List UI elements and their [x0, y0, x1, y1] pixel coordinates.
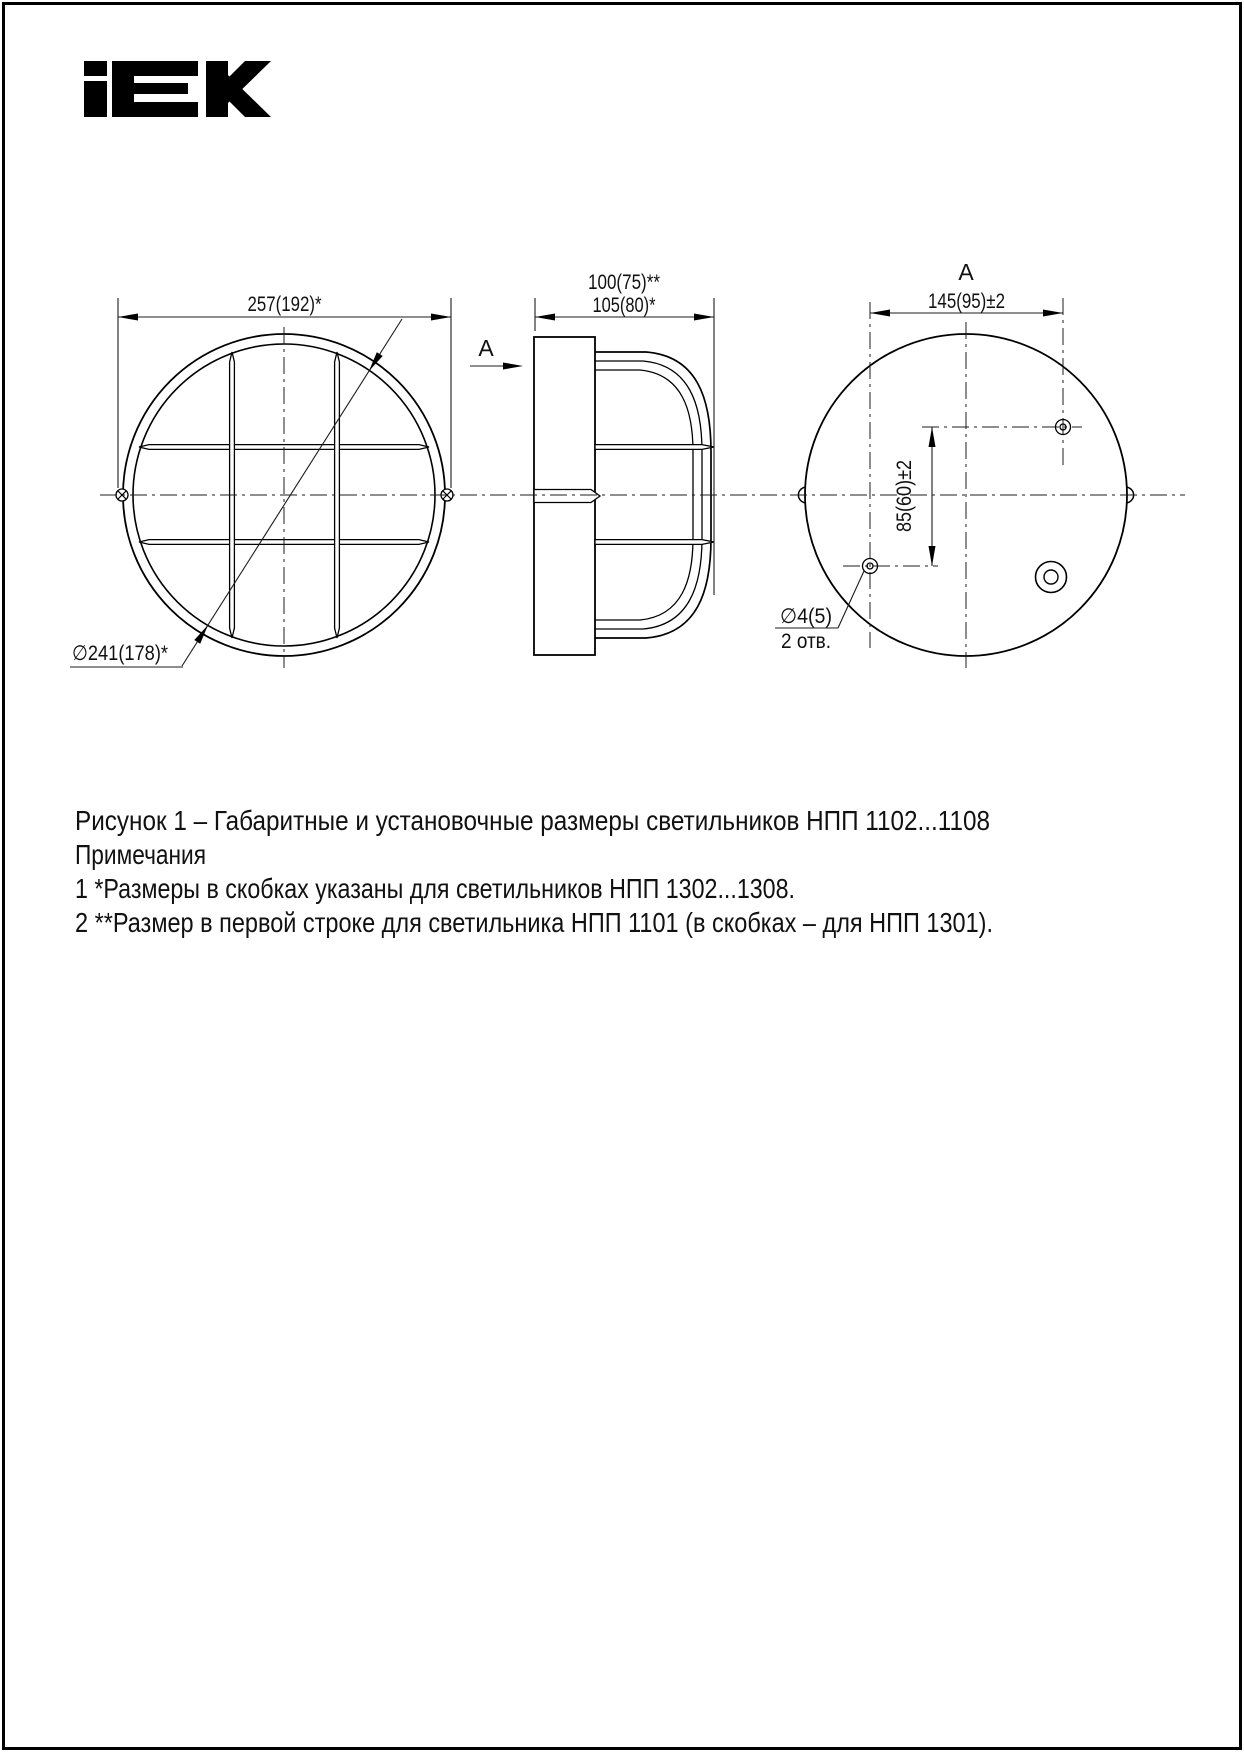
side-view: [534, 337, 714, 655]
side-depth-dim-label-1: 100(75)**: [588, 271, 660, 294]
arrow-rear-h-left: [870, 310, 890, 317]
logo-i-dot: [84, 61, 107, 76]
iek-logo: [84, 61, 271, 117]
front-diameter-label: ∅241(178)*: [72, 642, 168, 665]
rear-view-label: А: [958, 259, 974, 285]
logo-e-top: [112, 61, 198, 76]
arrow-front-right: [431, 314, 451, 321]
figure-caption: Рисунок 1 – Габаритные и установочные размеры светильников НПП 1102...1108: [75, 805, 990, 836]
rear-hole-leader: [838, 571, 864, 628]
side-rib-bottom: [595, 540, 714, 545]
rear-hole-spacing-v-label: 85(60)±2: [893, 448, 916, 532]
arrow-rear-v-top: [929, 427, 936, 447]
note-1: 1 *Размеры в скобках указаны для светильников НПП 1302...1308.: [75, 873, 795, 904]
arrow-side-left: [535, 314, 555, 321]
side-lug-edge: [534, 490, 600, 503]
rear-hole-spacing-h-label: 145(95)±2: [928, 290, 1005, 313]
front-rib-vertical-right: [335, 352, 340, 638]
side-depth-dim-label-2: 105(80)*: [592, 294, 656, 317]
logo-e-mid: [112, 83, 188, 94]
rear-hole-diameter-label: ∅4(5): [780, 605, 832, 628]
arrow-rear-v-bottom: [929, 546, 936, 566]
arrow-front-left: [118, 314, 138, 321]
front-diameter-leader: [182, 319, 402, 666]
side-rib-top: [595, 445, 714, 450]
logo-k-stem: [206, 61, 228, 117]
centerlines: [100, 298, 1185, 668]
arrow-rear-h-right: [1043, 310, 1063, 317]
logo-e-bottom: [112, 102, 198, 117]
rear-hole-count-label: 2 отв.: [781, 630, 831, 653]
rear-cable-hole-outer: [1036, 562, 1067, 593]
notes-title: Примечания: [75, 839, 206, 870]
front-width-dim-label: 257(192)*: [247, 293, 322, 316]
caption-block: [75, 805, 993, 938]
arrow-side-right: [694, 314, 714, 321]
arrow-section-a: [503, 363, 523, 370]
note-2: 2 **Размер в первой строке для светильника НПП 1101 (в скобках – для НПП 1301).: [75, 907, 993, 938]
logo-i-stem: [84, 81, 107, 117]
section-label: А: [478, 335, 494, 361]
arrow-diameter-upper: [369, 352, 383, 371]
arrow-diameter-lower: [194, 625, 208, 644]
